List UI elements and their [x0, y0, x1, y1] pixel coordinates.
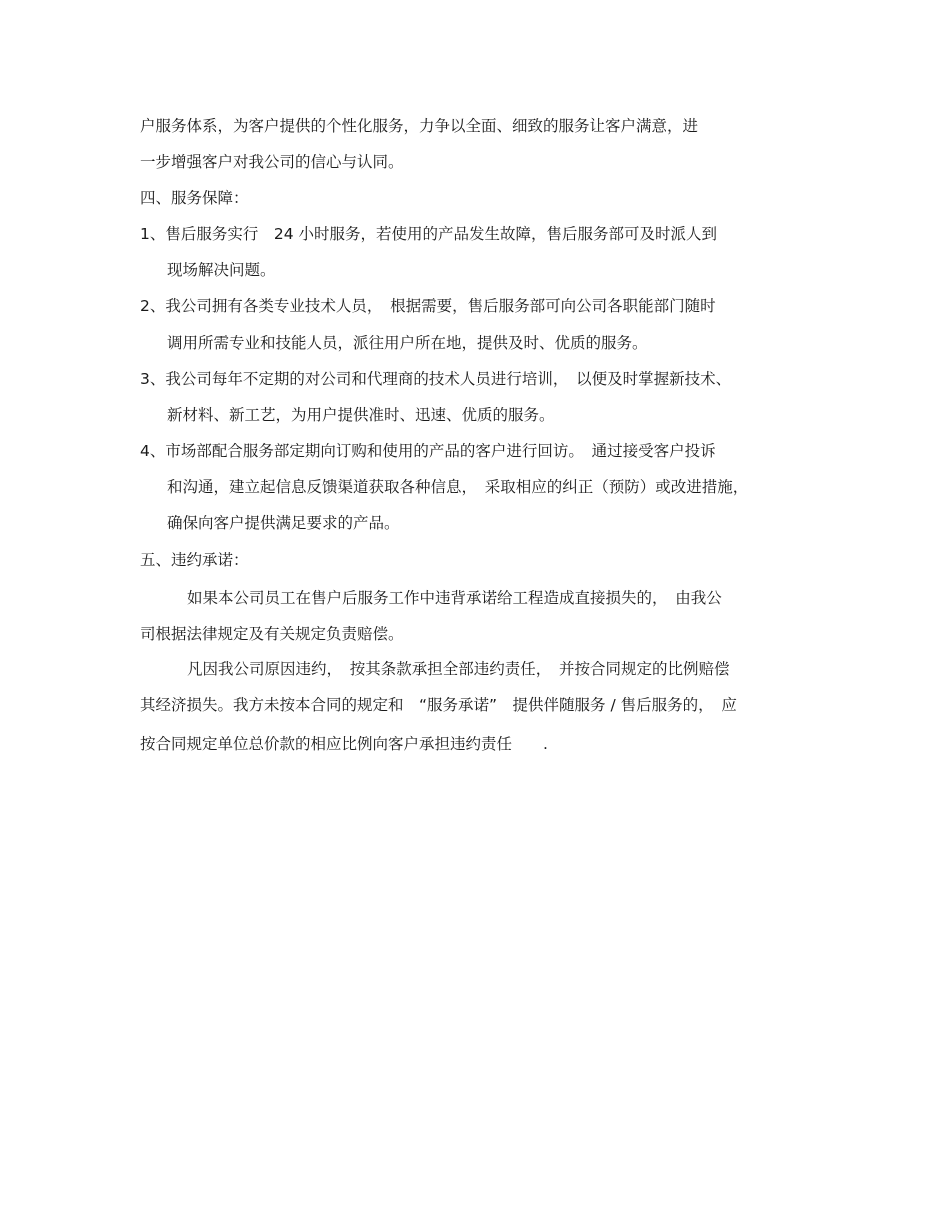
paragraph-line: 户服务体系，为客户提供的个性化服务，力争以全面、细致的服务让客户满意，进: [140, 117, 699, 135]
list-item-4-continuation: 确保向客户提供满足要求的产品。: [167, 514, 400, 532]
list-item-2-continuation: 调用所需专业和技能人员，派往用户所在地，提供及时、优质的服务。: [167, 334, 648, 352]
list-item-4-continuation: 和沟通，建立起信息反馈渠道获取各种信息， 采取相应的纠正（预防）或改进措施，: [167, 478, 749, 496]
paragraph-line: 如果本公司员工在售户后服务工作中违背承诺给工程造成直接损失的， 由我公: [187, 589, 722, 607]
section-heading-breach-commitment: 五、违约承诺：: [140, 551, 249, 569]
paragraph-line: 一步增强客户对我公司的信心与认同。: [140, 153, 404, 171]
paragraph-line: 其经济损失。我方未按本合同的规定和 “服务承诺” 提供伴随服务 / 售后服务的， 应: [140, 696, 737, 714]
paragraph-line: 按合同规定单位总价款的相应比例向客户承担违约责任 .: [140, 735, 548, 753]
list-item-1-line: 1、售后服务实行 24 小时服务，若使用的产品发生故障，售后服务部可及时派人到: [140, 225, 718, 243]
section-heading-service-guarantee: 四、服务保障：: [140, 189, 249, 207]
list-item-3-line: 3、我公司每年不定期的对公司和代理商的技术人员进行培训， 以便及时掌握新技术、: [140, 370, 732, 388]
paragraph-line: 司根据法律规定及有关规定负责赔偿。: [140, 625, 404, 643]
list-item-2-line: 2、我公司拥有各类专业技术人员， 根据需要，售后服务部可向公司各职能部门随时: [140, 297, 716, 315]
list-item-4-line: 4、市场部配合服务部定期向订购和使用的产品的客户进行回访。 通过接受客户投诉: [140, 442, 716, 460]
list-item-3-continuation: 新材料、新工艺，为用户提供准时、迅速、优质的服务。: [167, 406, 555, 424]
paragraph-line: 凡因我公司原因违约， 按其条款承担全部违约责任， 并按合同规定的比例赔偿: [187, 660, 730, 678]
list-item-1-continuation: 现场解决问题。: [167, 261, 276, 279]
